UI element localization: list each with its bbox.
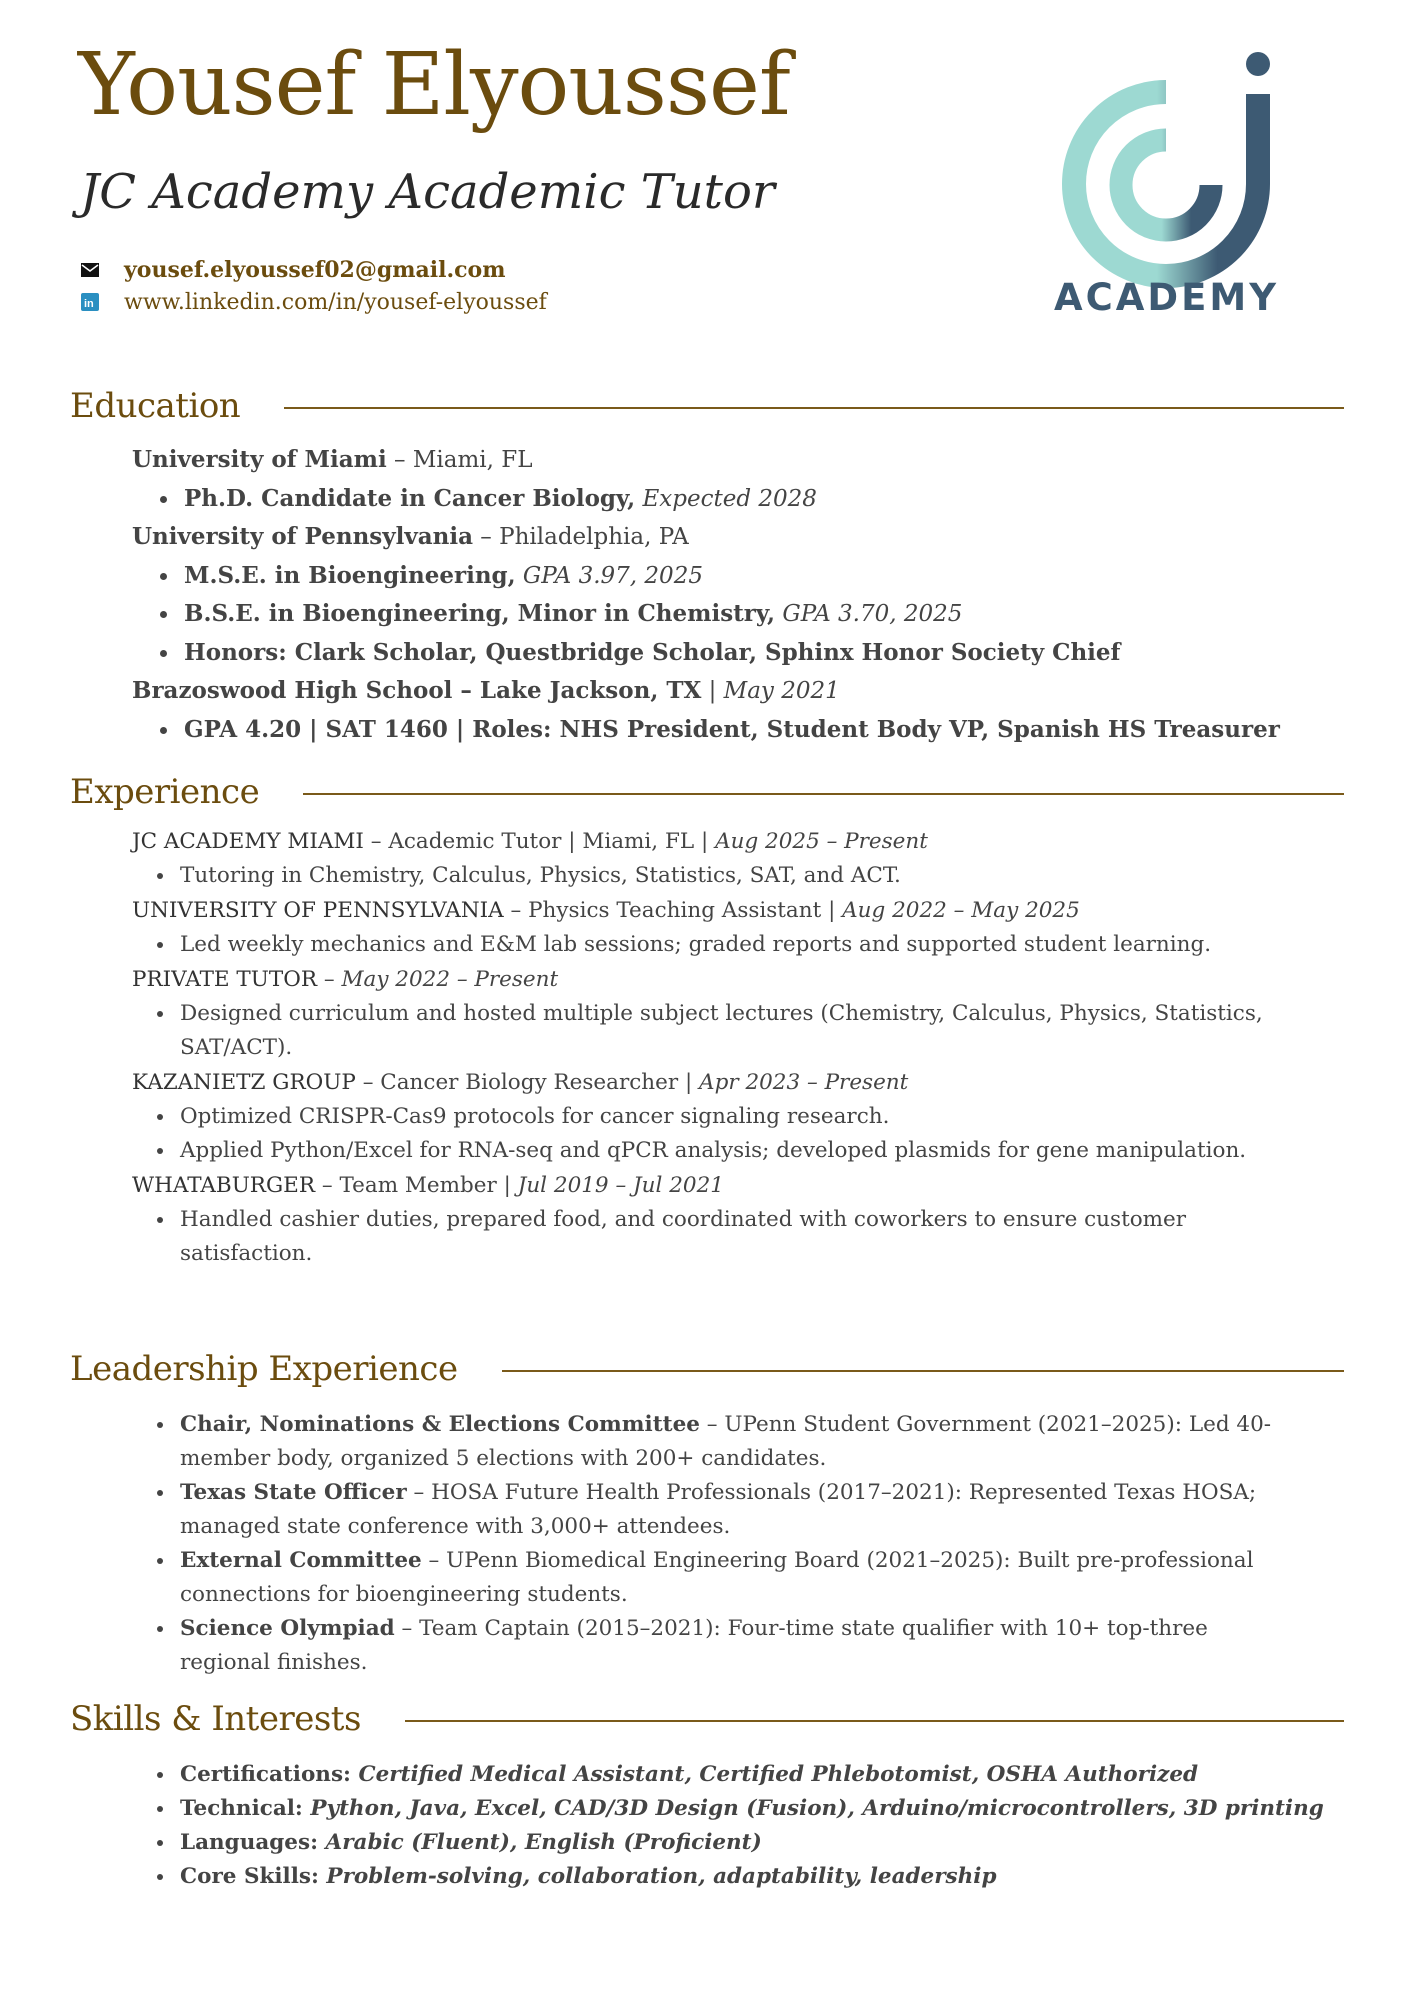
experience-section [70, 767, 1344, 1271]
degree-item: • M.S.E. in Bioengineering, GPA 3.97, 2025 [180, 557, 1344, 596]
contact-info [80, 254, 547, 318]
job-entry: JC ACADEMY MIAMI – Academic Tutor | Miami, FL | Aug 2025 – Present [132, 829, 928, 854]
job-entry: WHATABURGER – Team Member | Jul 2019 – Jul 2021 [132, 1173, 724, 1198]
leadership-section [70, 1344, 1344, 1680]
linkedin-link[interactable]: www.linkedin.com/in/yousef-elyoussef [124, 289, 547, 315]
leadership-item: • Texas State Officer – HOSA Future Health Professionals (2017–2021): Represented Texas HOSA; managed state conference with 3,000+ attendees. [176, 1476, 1284, 1544]
school-name: University of Miami [132, 446, 387, 473]
school-entry [132, 441, 1344, 480]
skills-list [70, 1758, 1344, 1894]
job-org: UNIVERSITY OF PENNSYLVANIA [132, 898, 504, 923]
school-name: University of Pennsylvania [132, 523, 473, 550]
honors-item: • Honors: Clark Scholar, Questbridge Scholar, Sphinx Honor Society Chief [180, 634, 1344, 673]
skills-heading: Skills & Interests [70, 1699, 361, 1739]
school-name: Brazoswood High School – Lake Jackson, TX [132, 677, 702, 704]
contact-linkedin [80, 286, 547, 318]
skill-item: • Technical: Python, Java, Excel, CAD/3D Design (Fusion), Arduino/microcontrollers, 3D printing [176, 1792, 1344, 1826]
education-heading: Education [70, 386, 241, 426]
education-section [70, 381, 1344, 749]
job-bullet: • Led weekly mechanics and E&M lab sessions; graded reports and supported student learning. [176, 928, 1344, 962]
job-bullet: • Designed curriculum and hosted multiple subject lectures (Chemistry, Calculus, Physics, Statistics, SAT/ACT). [176, 997, 1344, 1065]
job-bullet: • Handled cashier duties, prepared food, and coordinated with coworkers to ensure customer satisfaction. [176, 1203, 1344, 1271]
logo-mark-icon [1074, 52, 1270, 276]
envelope-icon [80, 260, 100, 280]
school-date: May 2021 [723, 678, 840, 704]
job-org: JC ACADEMY MIAMI [132, 829, 364, 854]
leadership-item: • External Committee – UPenn Biomedical Engineering Board (2021–2025): Built pre-professional connections for bioengineering students. [176, 1544, 1284, 1612]
svg-text:in: in [84, 298, 94, 310]
education-list [70, 441, 1344, 749]
job-bullet: • Optimized CRISPR-Cas9 protocols for cancer signaling research. [176, 1100, 1344, 1134]
job-date: Aug 2022 – May 2025 [842, 898, 1080, 923]
skills-section [70, 1694, 1344, 1894]
job-bullet: • Tutoring in Chemistry, Calculus, Physics, Statistics, SAT, and ACT. [176, 859, 1344, 893]
job-date: May 2022 – Present [341, 967, 559, 992]
job-bullet: • Applied Python/Excel for RNA-seq and qPCR analysis; developed plasmids for gene manipulation. [176, 1134, 1344, 1168]
candidate-title: JC Academy Academic Tutor [80, 164, 775, 220]
leadership-heading: Leadership Experience [70, 1349, 458, 1389]
job-date: Apr 2023 – Present [699, 1070, 909, 1095]
logo-text: ACADEMY [1054, 276, 1280, 319]
job-org: PRIVATE TUTOR [132, 967, 318, 992]
job-org: WHATABURGER [132, 1173, 316, 1198]
section-divider [303, 793, 1344, 795]
leadership-item: • Chair, Nominations & Elections Committee – UPenn Student Government (2021–2025): Led 40-member body, organized 5 elections with 200+ candidates. [176, 1408, 1284, 1476]
school-location: – Miami, FL [386, 447, 533, 473]
hs-item: • GPA 4.20 | SAT 1460 | Roles: NHS President, Student Body VP, Spanish HS Treasurer [180, 711, 1344, 750]
email-link[interactable]: yousef.elyoussef02@gmail.com [124, 257, 506, 283]
linkedin-icon [80, 292, 100, 312]
skill-item: • Certifications: Certified Medical Assistant, Certified Phlebotomist, OSHA Authorized [176, 1758, 1344, 1792]
section-divider [405, 1720, 1344, 1722]
candidate-name: Yousef Elyoussef [78, 35, 790, 135]
experience-list [70, 825, 1344, 1271]
job-date: Jul 2019 – Jul 2021 [517, 1173, 724, 1198]
job-entry: UNIVERSITY OF PENNSYLVANIA – Physics Teaching Assistant | Aug 2022 – May 2025 [132, 898, 1080, 923]
degree-item: • Ph.D. Candidate in Cancer Biology, Expected 2028 [180, 480, 1344, 519]
job-entry: PRIVATE TUTOR – May 2022 – Present [132, 967, 559, 992]
section-divider [502, 1370, 1344, 1372]
school-location: – Philadelphia, PA [473, 524, 689, 550]
skill-item: • Languages: Arabic (Fluent), English (Proficient) [176, 1826, 1344, 1860]
job-org: KAZANIETZ GROUP [132, 1070, 356, 1095]
degree-item: • B.S.E. in Bioengineering, Minor in Chemistry, GPA 3.70, 2025 [180, 595, 1344, 634]
skill-item: • Core Skills: Problem-solving, collaboration, adaptability, leadership [176, 1860, 1344, 1894]
leadership-list [70, 1408, 1344, 1680]
contact-email [80, 254, 547, 286]
leadership-item: • Science Olympiad – Team Captain (2015–2021): Four-time state qualifier with 10+ top-three regional finishes. [176, 1612, 1284, 1680]
school-entry [132, 518, 1344, 557]
school-entry: Brazoswood High School – Lake Jackson, TX | May 2021 [132, 677, 840, 704]
job-entry: KAZANIETZ GROUP – Cancer Biology Researcher | Apr 2023 – Present [132, 1070, 909, 1095]
experience-heading: Experience [70, 772, 260, 812]
job-date: Aug 2025 – Present [715, 829, 928, 854]
jc-academy-logo [1040, 40, 1300, 320]
section-divider [284, 407, 1344, 409]
